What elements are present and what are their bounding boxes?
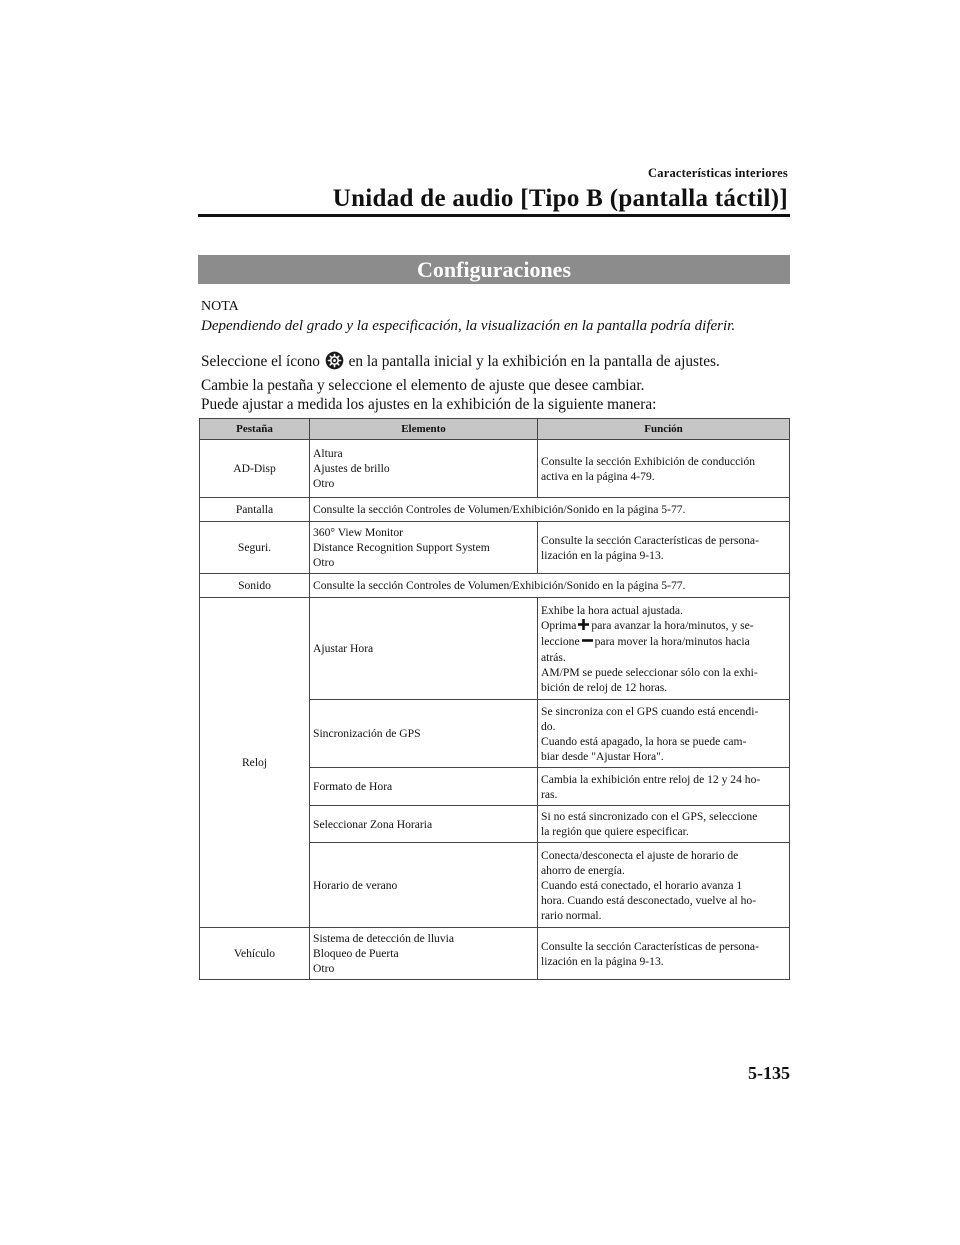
item-cell: Seleccionar Zona Horaria xyxy=(310,806,538,843)
minus-icon xyxy=(582,635,593,650)
item-cell xyxy=(310,440,538,498)
intro-paragraph xyxy=(201,351,720,415)
item-line: Bloqueo de Puerta xyxy=(313,947,399,960)
item-cell: Sincronización de GPS xyxy=(310,700,538,768)
function-line: hora. Cuando está desconectado, vuelve al ho- xyxy=(541,893,757,907)
function-line: AM/PM se puede seleccionar sólo con la exhi- xyxy=(541,665,758,679)
function-line: rario normal. xyxy=(541,908,602,922)
tab-cell: Sonido xyxy=(200,574,310,598)
tab-cell: Reloj xyxy=(200,598,310,928)
function-cell xyxy=(538,598,790,700)
function-line: ras. xyxy=(541,787,558,801)
function-cell xyxy=(538,522,790,574)
function-cell xyxy=(538,700,790,768)
note-text: Dependiendo del grado y la especificación, la visualización en la pantalla podría diferir. xyxy=(201,318,736,334)
item-line: Otro xyxy=(313,477,335,490)
function-line: Consulte la sección Controles de Volumen/Exhibición/Sonido en la página 5-77. xyxy=(313,503,686,516)
intro-line-3: Puede ajustar a medida los ajustes en la exhibición de la siguiente manera: xyxy=(201,396,657,413)
running-header-title: Unidad de audio [Tipo B (pantalla táctil)] xyxy=(332,185,788,212)
function-line: Consulte la sección Controles de Volumen/Exhibición/Sonido en la página 5-77. xyxy=(313,579,686,592)
item-cell: Formato de Hora xyxy=(310,768,538,806)
column-header-tab: Pestaña xyxy=(200,419,310,440)
function-line: Consulte la sección Exhibición de conducción xyxy=(541,454,756,468)
spanning-cell xyxy=(310,498,790,522)
intro-line-1 xyxy=(201,351,720,376)
table-row xyxy=(200,440,790,498)
function-line: Si no está sincronizado con el GPS, seleccione xyxy=(541,810,758,823)
function-text: para avanzar la hora/minutos, y se- xyxy=(591,618,754,632)
tab-cell: AD-Disp xyxy=(200,440,310,498)
table-row xyxy=(200,522,790,574)
table-row xyxy=(200,928,790,980)
function-line: lización en la página 9-13. xyxy=(541,954,664,968)
page-number: 5-135 xyxy=(748,1063,790,1083)
table-header-row xyxy=(200,419,790,440)
function-line: activa en la página 4-79. xyxy=(541,469,655,483)
item-cell: Ajustar Hora xyxy=(310,598,538,700)
function-line: la región que quiere especificar. xyxy=(541,825,689,838)
item-cell xyxy=(310,522,538,574)
tab-cell: Vehículo xyxy=(200,928,310,980)
settings-table xyxy=(199,418,790,980)
function-text: para mover la hora/minutos hacia xyxy=(594,634,750,648)
function-line xyxy=(541,618,786,634)
note-label: NOTA xyxy=(201,299,239,314)
function-text: Oprima xyxy=(541,618,577,632)
function-line: bición de reloj de 12 horas. xyxy=(541,680,668,694)
tab-cell: Pantalla xyxy=(200,498,310,522)
plus-icon xyxy=(578,619,589,634)
function-text: leccione xyxy=(541,634,580,648)
function-line: do. xyxy=(541,719,556,733)
function-line: atrás. xyxy=(541,650,566,664)
item-cell xyxy=(310,928,538,980)
column-header-item: Elemento xyxy=(310,419,538,440)
function-cell xyxy=(538,843,790,928)
function-line: Cuando está conectado, el horario avanza 1 xyxy=(541,878,743,892)
item-line: Sistema de detección de lluvia xyxy=(313,932,455,945)
gear-icon xyxy=(325,351,344,376)
item-line: 360° View Monitor xyxy=(313,526,404,539)
function-line: Cambia la exhibición entre reloj de 12 y 24 ho- xyxy=(541,772,761,786)
function-line: Consulte la sección Características de persona- xyxy=(541,939,759,953)
column-header-function: Función xyxy=(538,419,790,440)
intro-line-2: Cambie la pestaña y seleccione el elemento de ajuste que desee cambiar. xyxy=(201,376,645,394)
header-rule xyxy=(198,214,790,217)
item-cell: Horario de verano xyxy=(310,843,538,928)
running-header-section: Características interiores xyxy=(648,166,788,180)
function-line: Cuando está apagado, la hora se puede cam- xyxy=(541,734,747,748)
table-row xyxy=(200,598,790,700)
function-line: biar desde "Ajustar Hora". xyxy=(541,749,664,763)
table-row xyxy=(200,574,790,598)
table-row xyxy=(200,498,790,522)
tab-cell: Seguri. xyxy=(200,522,310,574)
function-line: Consulte la sección Características de persona- xyxy=(541,533,759,547)
function-cell xyxy=(538,806,790,843)
function-line: lización en la página 9-13. xyxy=(541,548,664,562)
function-cell xyxy=(538,928,790,980)
function-line: ahorro de energía. xyxy=(541,863,625,877)
function-cell xyxy=(538,440,790,498)
function-line xyxy=(541,634,786,650)
item-line: Distance Recognition Support System xyxy=(313,541,490,554)
function-cell xyxy=(538,768,790,806)
item-line: Otro xyxy=(313,556,335,569)
function-line: Exhibe la hora actual ajustada. xyxy=(541,603,683,617)
function-line: Conecta/desconecta el ajuste de horario de xyxy=(541,848,739,862)
function-line: Se sincroniza con el GPS cuando está encendi- xyxy=(541,704,759,718)
item-line: Ajustes de brillo xyxy=(313,462,390,475)
item-line: Altura xyxy=(313,447,343,460)
item-line: Otro xyxy=(313,962,335,975)
spanning-cell xyxy=(310,574,790,598)
section-title: Configuraciones xyxy=(198,255,790,284)
intro-line-1-end: en la pantalla inicial y la exhibición en la pantalla de ajustes. xyxy=(348,353,720,370)
intro-line-1-start: Seleccione el ícono xyxy=(201,353,320,370)
